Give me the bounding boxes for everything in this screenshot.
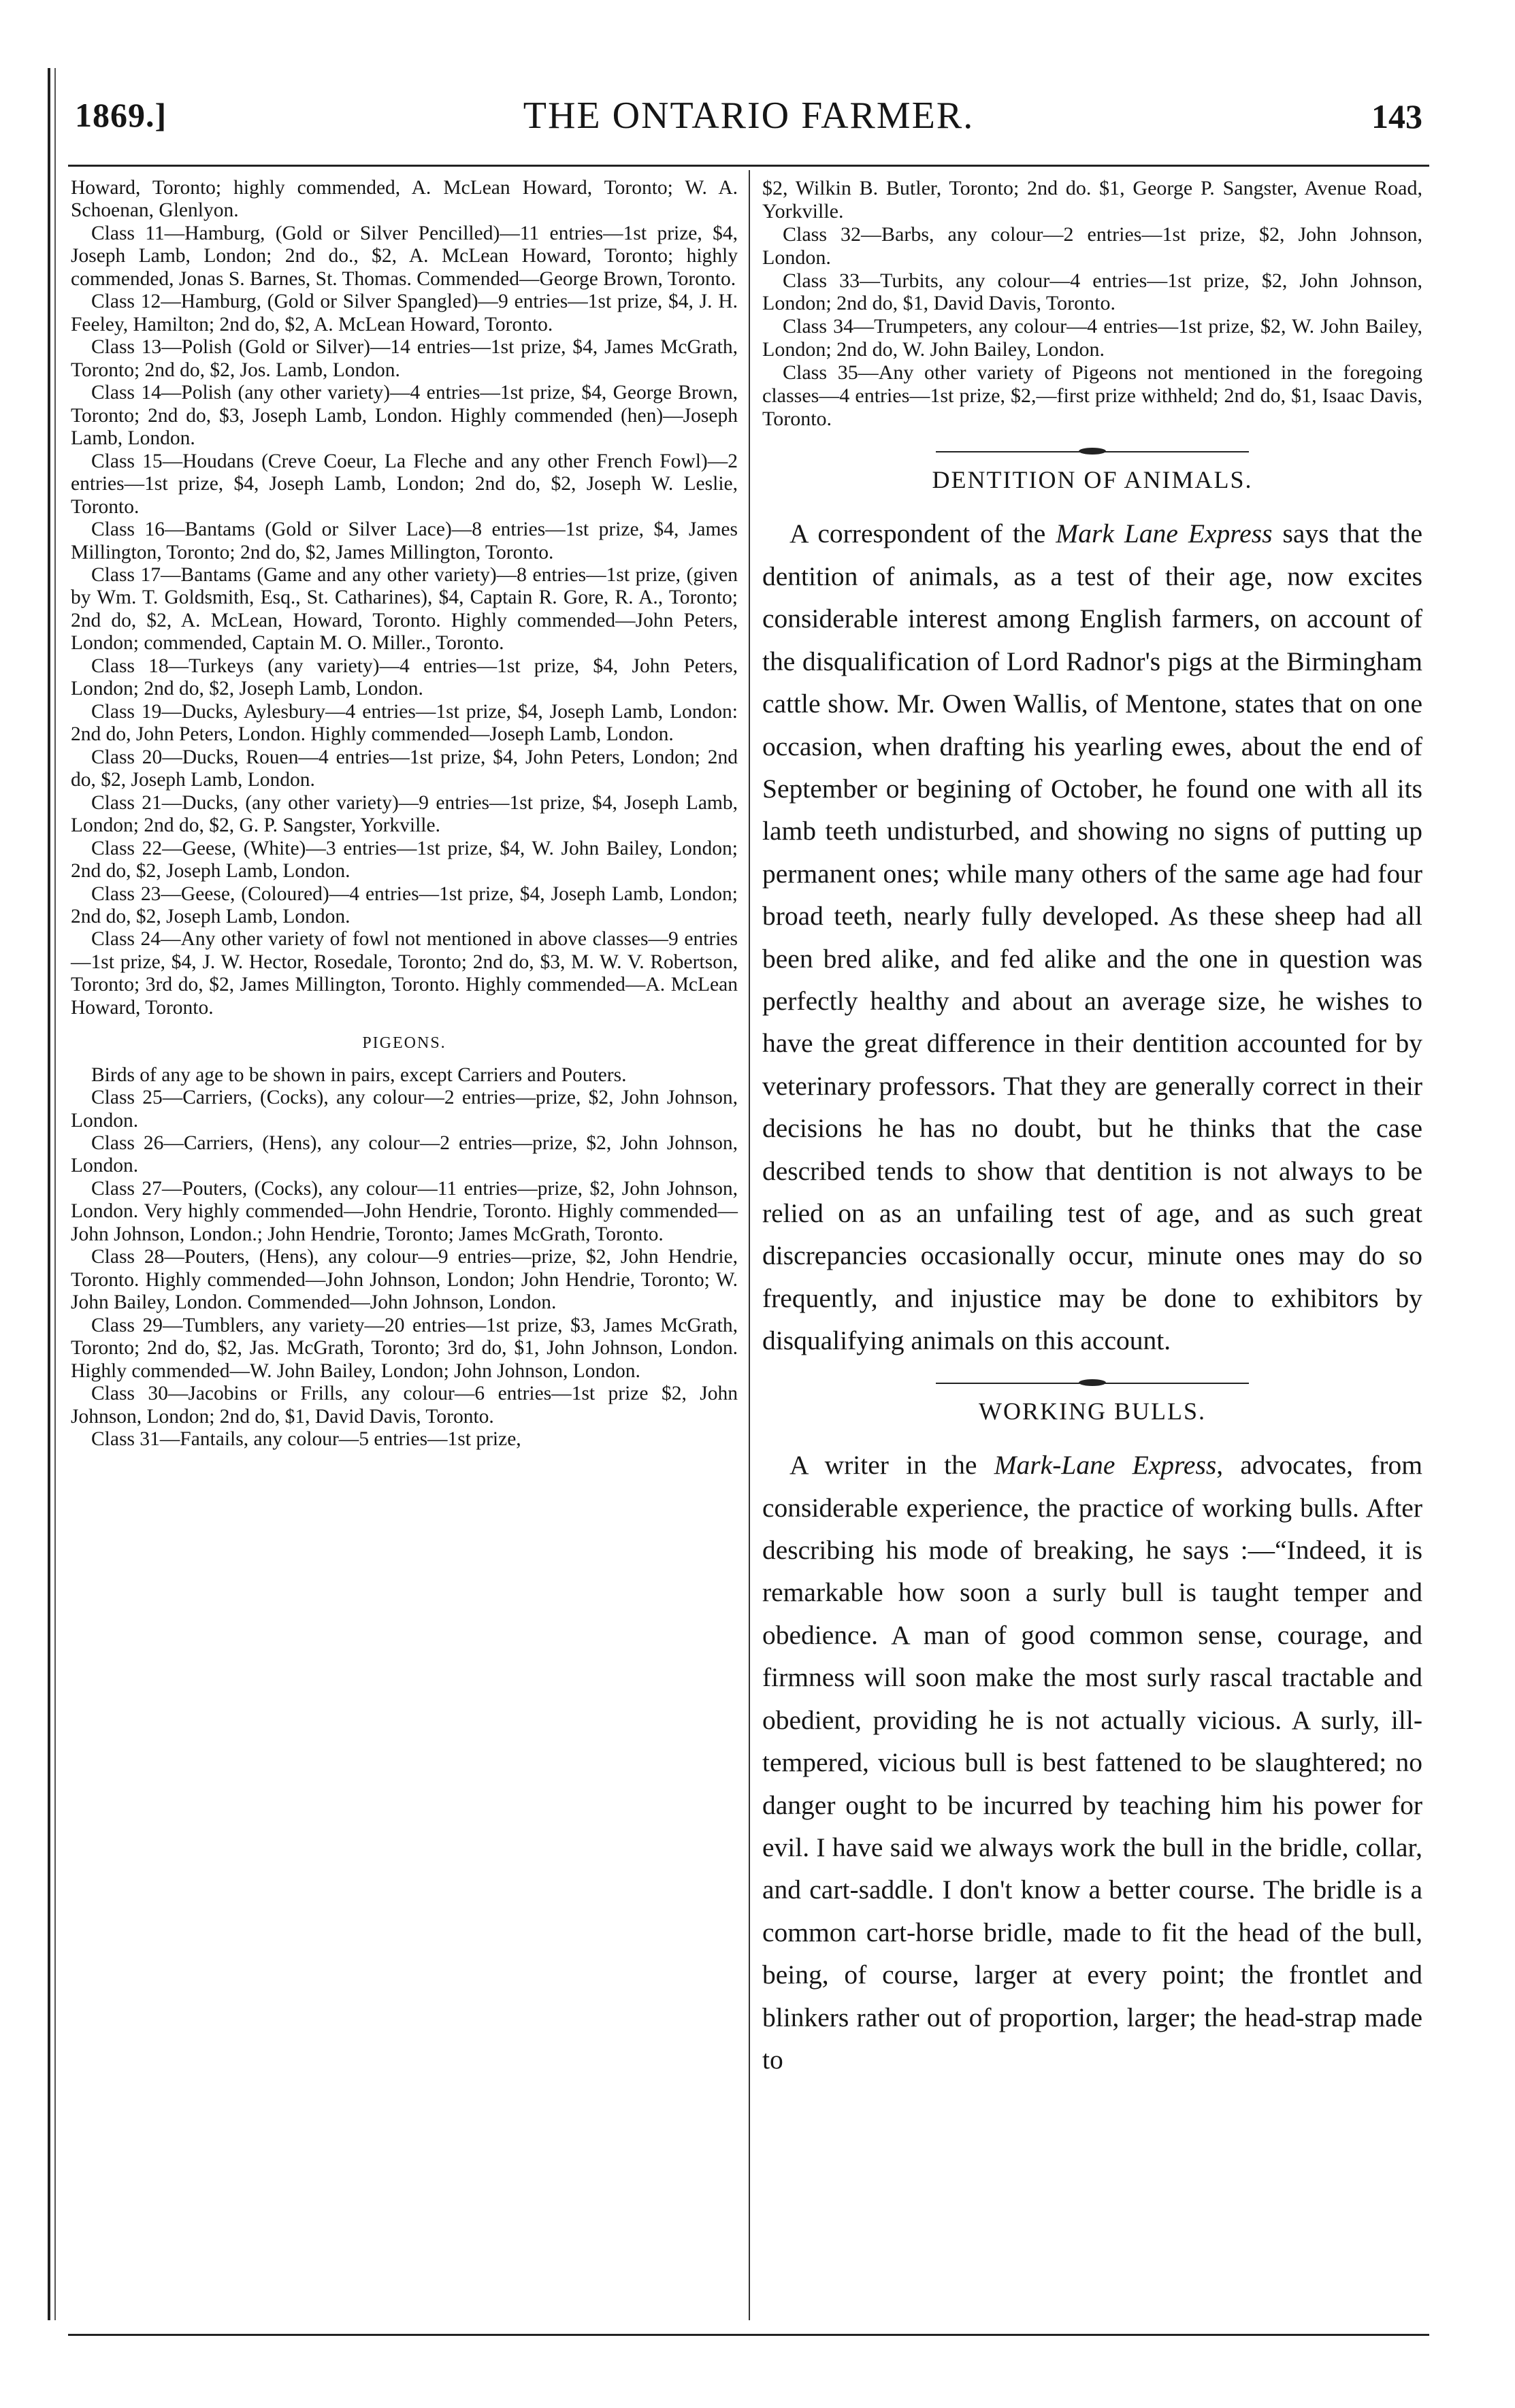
- entry: Class 34—Trumpeters, any colour—4 entries—1st prize, $2, W. John Bailey, London; 2nd do, W. John Bailey, London.: [762, 315, 1422, 361]
- entry: Class 14—Polish (any other variety)—4 entries—1st prize, $4, George Brown, Toronto; 2nd do, $3, Joseph Lamb, London. Highly commended (hen)—Joseph Lamb, London.: [71, 382, 738, 450]
- entry: Class 19—Ducks, Aylesbury—4 entries—1st prize, $4, Joseph Lamb, London: 2nd do, John Peters, London. Highly commended—Joseph Lamb, London.: [71, 700, 738, 746]
- entry: Class 32—Barbs, any colour—2 entries—1st prize, $2, John Johnson, London.: [762, 222, 1422, 269]
- entry: Class 25—Carriers, (Cocks), any colour—2 entries—prize, $2, John Johnson, London.: [71, 1087, 738, 1132]
- entry: Class 13—Polish (Gold or Silver)—14 entries—1st prize, $4, James McGrath, Toronto; 2nd do, $2, Jos. Lamb, London.: [71, 336, 738, 381]
- header-title: THE ONTARIO FARMER.: [523, 95, 975, 137]
- header-rule: [68, 165, 1429, 167]
- article-text: A correspondent of the: [789, 518, 1056, 549]
- entry: Class 24—Any other variety of fowl not mentioned in above classes—9 entries—1st prize, $4, J. W. Hector, Rosedale, Toronto; 2nd do, $3, M. W. V. Robertson, Toronto; 3rd do, $2, James Millington, Toronto. Highly commended—A. McLean Howard, Toronto.: [71, 928, 738, 1019]
- section-separator: [936, 1383, 1249, 1384]
- column-divider: [749, 170, 750, 2320]
- dentition-article: [762, 512, 1422, 1362]
- entry: Class 17—Bantams (Game and any other variety)—8 entries—1st prize, (given by Wm. T. Goldsmith, Esq., St. Catharines), $4, Captain R. Gore, R. A., Toronto; 2nd do, $2, A. McLean, Howard, Toronto. Highly commended—John Peters, London; commended, Captain M. O. Miller., Toronto.: [71, 563, 738, 655]
- entry: Class 31—Fantails, any colour—5 entries—1st prize,: [91, 1428, 521, 1451]
- entry: Class 29—Tumblers, any variety—20 entries—1st prize, $3, James McGrath, Toronto; 2nd do, $2, Jas. McGrath, Toronto; 3rd do, $1, John Johnson, London. Highly commended—W. John Bailey, London; John Johnson, London.: [71, 1314, 738, 1382]
- entry: Class 12—Hamburg, (Gold or Silver Spangled)—9 entries—1st prize, $4, J. H. Feeley, Hamilton; 2nd do, $2, A. McLean Howard, Toronto.: [71, 291, 738, 335]
- entry: Class 11—Hamburg, (Gold or Silver Pencilled)—11 entries—1st prize, $4, Joseph Lamb, London; 2nd do., $2, A. McLean Howard, Toronto; highly commended, Jonas S. Barnes, St. Thomas. Commended—George Brown, Toronto.: [71, 222, 738, 290]
- page-border-left-inner: [54, 68, 56, 2320]
- entry: Class 30—Jacobins or Frills, any colour—6 entries—1st prize $2, John Johnson, London; 2nd do, $1, David Davis, Toronto.: [71, 1383, 738, 1428]
- entry: $2, Wilkin B. Butler, Toronto; 2nd do. $1, George P. Sangster, Avenue Road, Yorkville.: [762, 177, 1422, 222]
- entry: Class 21—Ducks, (any other variety)—9 entries—1st prize, $4, Joseph Lamb, London; 2nd do, $2, G. P. Sangster, Yorkville.: [71, 791, 738, 837]
- publication-name: Mark-Lane Express: [994, 1450, 1217, 1481]
- entry: Class 28—Pouters, (Hens), any colour—9 entries—prize, $2, John Hendrie, Toronto. Highly commended—John Johnson, London; John Hendrie, Toronto; W. John Bailey, London. Commended—John Johnson, London.: [71, 1246, 738, 1314]
- pigeon-entries-continued: [762, 177, 1422, 431]
- entry: Class 35—Any other variety of Pigeons not mentioned in the foregoing classes—4 entries—1st prize, $2,—first prize withheld; 2nd do, $1, Isaac Davis, Toronto.: [762, 361, 1422, 430]
- bulls-heading: WORKING BULLS.: [979, 1397, 1206, 1425]
- article-text: A writer in the: [789, 1450, 994, 1481]
- poultry-entries: [71, 177, 738, 1019]
- bottom-rule: [68, 2334, 1429, 2336]
- entry: Class 20—Ducks, Rouen—4 entries—1st prize, $4, John Peters, London; 2nd do, $2, Joseph Lamb, London.: [71, 746, 738, 791]
- page-header: [68, 88, 1429, 163]
- publication-name: Mark Lane Express: [1056, 518, 1273, 549]
- entry: Howard, Toronto; highly commended, A. McLean Howard, Toronto; W. A. Schoenan, Glenlyon.: [71, 177, 738, 222]
- entry: Class 27—Pouters, (Cocks), any colour—11 entries—prize, $2, John Johnson, London. Very highly commended—John Hendrie, Toronto. Highly commended—John Johnson, London.; John Hendrie, Toronto; James McGrath, Toronto.: [71, 1177, 738, 1245]
- pigeons-heading: PIGEONS.: [362, 1034, 446, 1053]
- header-date: 1869.]: [75, 96, 167, 134]
- newspaper-page: [48, 48, 1429, 2361]
- right-column: [762, 177, 1422, 2081]
- dentition-heading: DENTITION OF ANIMALS.: [932, 465, 1253, 493]
- pigeon-entries: [71, 1064, 738, 1451]
- entry: Class 23—Geese, (Coloured)—4 entries—1st prize, $4, Joseph Lamb, London; 2nd do, $2, Joseph Lamb, London.: [71, 883, 738, 927]
- header-page-number: 143: [1371, 97, 1422, 135]
- page-border-left: [48, 68, 50, 2320]
- article-text: , advocates, from considerable experience, the practice of working bulls. After describing his mode of breaking, he says :—“Indeed, it is remarkable how soon a surly bull is taught temper and obedience. A man of good common sense, courage, and firmness will soon make the most surly rascal tractable and obedient, providing he is not actually vicious. A surly, ill-tempered, vicious bull is best fattened to be slaughtered; no danger ought to be incurred by teaching him his power for evil. I have said we always work the bull in the bridle, collar, and cart-saddle. I don't know a better course. The bridle is a common cart-horse bridle, made to fit the head of the bull, being, of course, larger at every point; the frontlet and blinkers rather out of proportion, larger; the head-strap made to: [762, 1450, 1422, 2075]
- entry: Class 22—Geese, (White)—3 entries—1st prize, $4, W. John Bailey, London; 2nd do, $2, Joseph Lamb, London.: [71, 837, 738, 883]
- bulls-article: [762, 1444, 1422, 2081]
- entry: Class 33—Turbits, any colour—4 entries—1st prize, $2, John Johnson, London; 2nd do, $1, David Davis, Toronto.: [762, 269, 1422, 315]
- section-separator: [936, 451, 1249, 452]
- article-text: says that the dentition of animals, as a test of their age, now excites considerable interest among English farmers, on account of the disqualification of Lord Radnor's pigs at the Birmingham cattle show. Mr. Owen Wallis, of Mentone, states that on one occasion, when drafting his yearling ewes, about the end of September or begining of October, he found one with all its lamb teeth undisturbed, and showing no signs of putting up permanent ones; while many others of the same age had four broad teeth, nearly fully developed. As these sheep had all been bred alike, and fed alike and the one in question was perfectly healthy and about an average size, he wishes to have the great difference in their dentition accounted for by veterinary professors. That they are generally correct in their decisions he has no doubt, but he thinks that the case described tends to show that dentition is not always to be relied on as an unfailing test of age, and as such great discrepancies occasionally occur, minute ones may do so frequently, and injustice may be done to exhibitors by disqualifying animals on this account.: [762, 518, 1423, 1356]
- entry: Class 16—Bantams (Gold or Silver Lace)—8 entries—1st prize, $4, James Millington, Toronto; 2nd do, $2, James Millington, Toronto.: [71, 518, 738, 563]
- entry: Class 26—Carriers, (Hens), any colour—2 entries—prize, $2, John Johnson, London.: [71, 1132, 738, 1177]
- entry: Birds of any age to be shown in pairs, except Carriers and Pouters.: [91, 1063, 627, 1086]
- entry: Class 18—Turkeys (any variety)—4 entries—1st prize, $4, John Peters, London; 2nd do, $2, Joseph Lamb, London.: [71, 655, 738, 700]
- entry: Class 15—Houdans (Creve Coeur, La Fleche and any other French Fowl)—2 entries—1st prize, $4, Joseph Lamb, London; 2nd do, $2, Joseph W. Leslie, Toronto.: [71, 450, 738, 518]
- left-column: [71, 177, 738, 1451]
